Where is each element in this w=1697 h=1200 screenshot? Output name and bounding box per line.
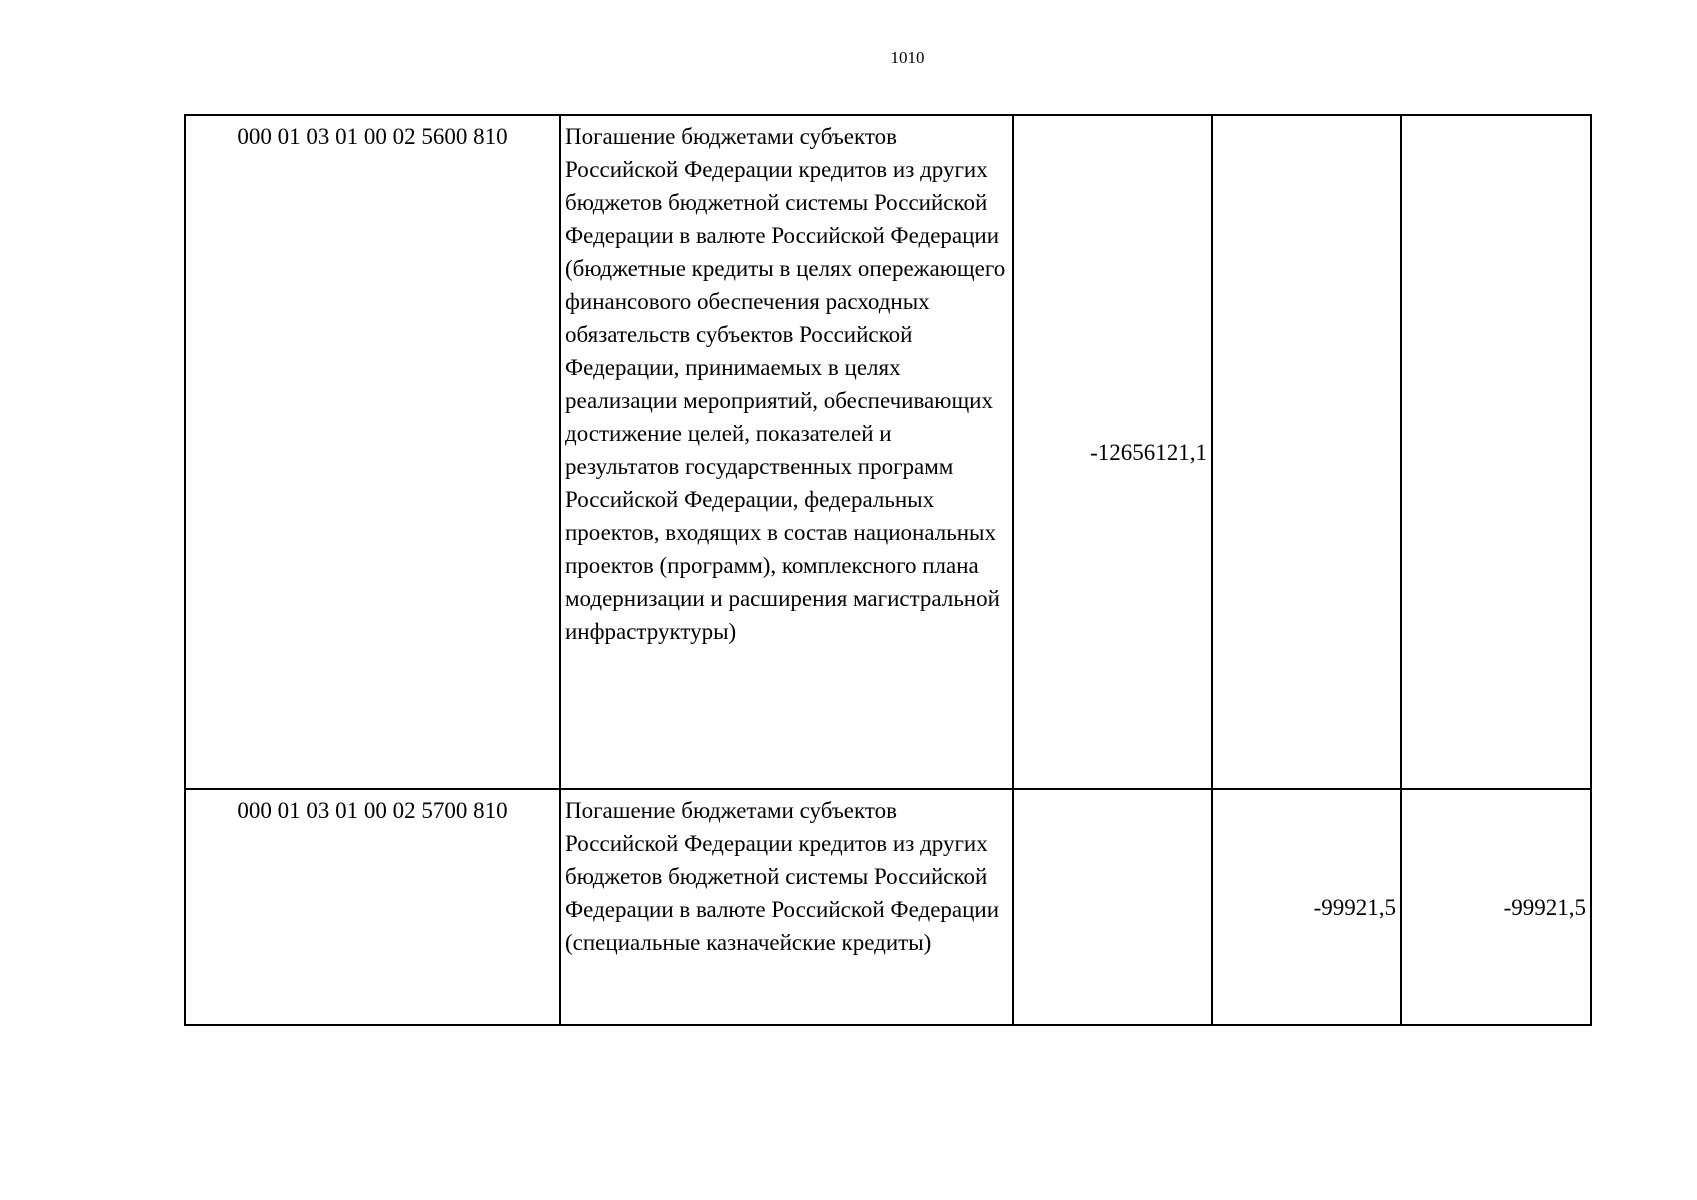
budget-code-cell: 000 01 03 01 00 02 5600 810 <box>185 115 560 789</box>
description-cell: Погашение бюджетами субъектов Российской Федерации кредитов из других бюджетов бюджетной системы Российской Федерации в валюте Российской Федерации (бюджетные кредиты в целях опережающего финансового обеспечения расходных обязательств субъектов Российской Федерации, принимаемых в целях реализации мероприятий, обеспечивающих достижение целей, показателей и результатов государственных программ Российской Федерации, федеральных проектов, входящих в состав национальных проектов (программ), комплексного плана модернизации и расширения магистральной инфраструктуры) <box>560 115 1013 789</box>
budget-code-cell: 000 01 03 01 00 02 5700 810 <box>185 789 560 1025</box>
page-number: 1010 <box>890 48 925 67</box>
value-cell-1: -12656121,1 <box>1013 115 1212 789</box>
table-row <box>185 789 1591 1025</box>
value-cell-3 <box>1401 115 1591 789</box>
value-cell-1 <box>1013 789 1212 1025</box>
value-cell-2: -99921,5 <box>1212 789 1401 1025</box>
value-cell-2 <box>1212 115 1401 789</box>
table-row <box>185 115 1591 789</box>
budget-table <box>184 114 1592 1026</box>
value-cell-3: -99921,5 <box>1401 789 1591 1025</box>
description-cell: Погашение бюджетами субъектов Российской Федерации кредитов из других бюджетов бюджетной системы Российской Федерации в валюте Российской Федерации (специальные казначейские кредиты) <box>560 789 1013 1025</box>
